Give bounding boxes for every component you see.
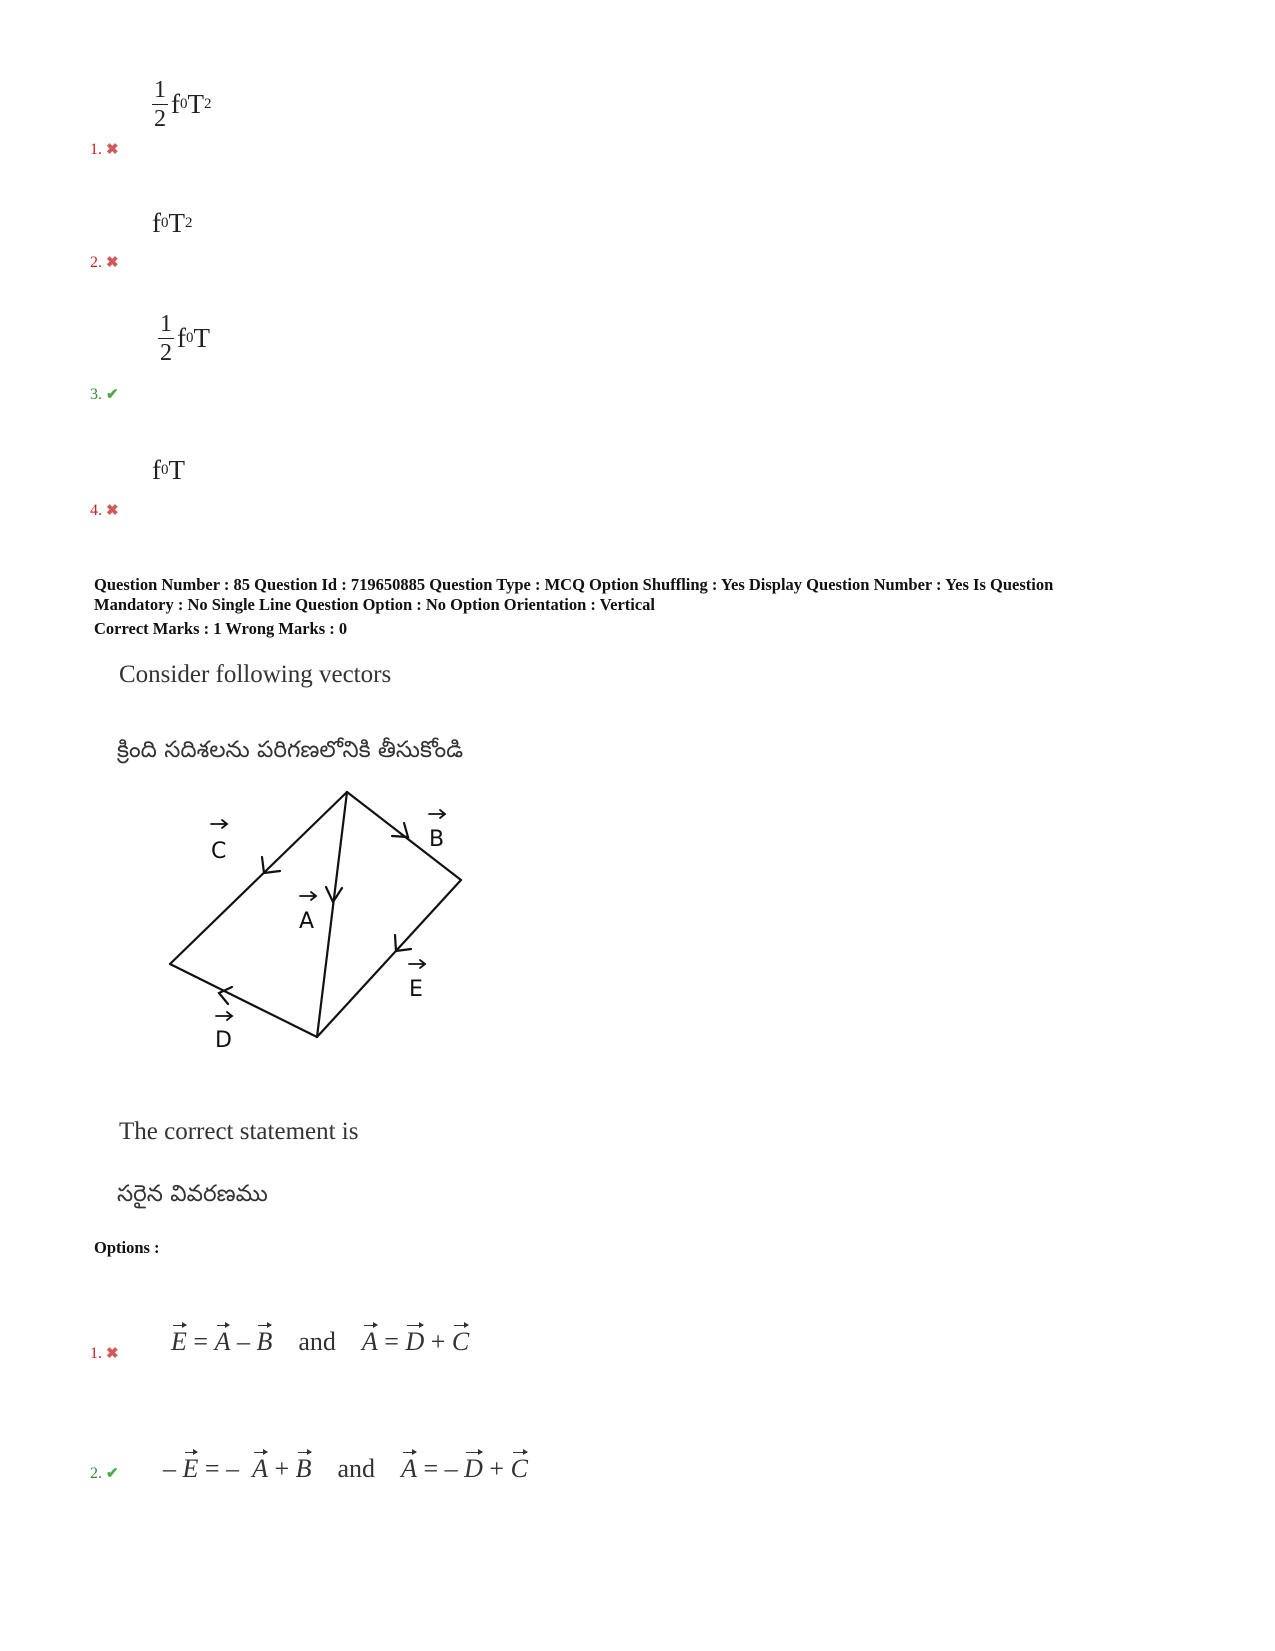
numerator: 1 [154,77,166,103]
option-1-equation [158,1293,469,1357]
superscript: 2 [185,215,193,231]
vector-symbol: E [183,1450,199,1484]
label-e: E [409,977,423,1002]
subscript: 0 [161,462,169,478]
vector-c-line [170,792,347,964]
denominator: 2 [160,340,172,366]
question-meta-line-2: Mandatory : No Single Line Question Option : No Option Orientation : Vertical [94,595,656,614]
operator: = – [204,1454,240,1483]
denominator: 2 [154,106,166,132]
marks-line: Correct Marks : 1 Wrong Marks : 0 [94,619,348,638]
label-c: C [211,839,227,864]
numerator: 1 [160,311,172,337]
operator: = – [423,1454,458,1483]
operator: – [163,1454,176,1483]
check-icon: ✔ [106,1466,119,1482]
symbol-f: f [152,455,161,485]
vector-a-line [317,792,347,1037]
vector-symbol: C [452,1323,469,1357]
symbol-f: f [171,89,180,119]
operator: + [274,1454,290,1483]
option-number: 4. [90,501,102,519]
vector-d-line [170,964,317,1037]
vector-symbol: D [405,1323,424,1357]
operator: = [384,1327,399,1356]
conjunction: and [337,1454,376,1483]
options-label: Options : [94,1238,160,1257]
vector-symbol: E [171,1323,187,1357]
subscript: 0 [161,215,169,231]
vector-symbol: B [296,1450,312,1484]
option-number: 2. [90,1464,102,1482]
check-icon: ✔ [106,387,119,403]
conjunction: and [298,1327,336,1356]
question-text-english: Consider following vectors [119,661,392,688]
option-2-number [90,1464,119,1483]
option-1-number [90,1344,119,1363]
operator: + [489,1454,505,1483]
symbol-T: T [168,455,185,485]
label-d: D [215,1028,232,1053]
subscript: 0 [180,96,188,112]
vector-symbol: A [252,1450,268,1484]
wrong-icon: ✖ [106,255,119,271]
operator: + [430,1327,446,1356]
wrong-icon: ✖ [106,503,119,519]
symbol-T: T [193,323,210,353]
vector-symbol: C [511,1450,528,1484]
option-number: 1. [90,140,102,158]
symbol-f: f [152,208,161,238]
subscript: 0 [186,330,194,346]
option-number: 2. [90,253,102,271]
vector-e-line [317,880,461,1037]
symbol-T: T [168,208,185,238]
vector-symbol: B [256,1323,272,1357]
vector-symbol: D [464,1450,483,1484]
option-number: 1. [90,1344,102,1362]
question-meta-line-1: Question Number : 85 Question Id : 719650885 Question Type : MCQ Option Shuffling : Yes Display Question Number : Yes Is Question [94,575,1054,594]
vector-symbol: A [362,1323,378,1357]
vector-symbol: A [215,1323,231,1357]
option-2-equation [150,1420,528,1484]
label-a: A [299,909,315,934]
question-text-telugu: క్రింది సదిశలను పరిగణలోనికి తీసుకోండి [117,737,464,763]
label-b: B [429,827,445,852]
statement-text-telugu: సరైన వివరణము [117,1181,268,1207]
vector-symbol: A [401,1450,417,1484]
statement-text-english: The correct statement is [119,1118,359,1145]
superscript: 2 [204,96,212,112]
operator: = [193,1327,209,1356]
operator: – [236,1327,250,1356]
vector-b-arrowhead [392,823,408,837]
symbol-T: T [187,89,204,119]
symbol-f: f [177,323,186,353]
wrong-icon: ✖ [106,142,119,158]
wrong-icon: ✖ [106,1346,119,1362]
option-number: 3. [90,385,102,403]
